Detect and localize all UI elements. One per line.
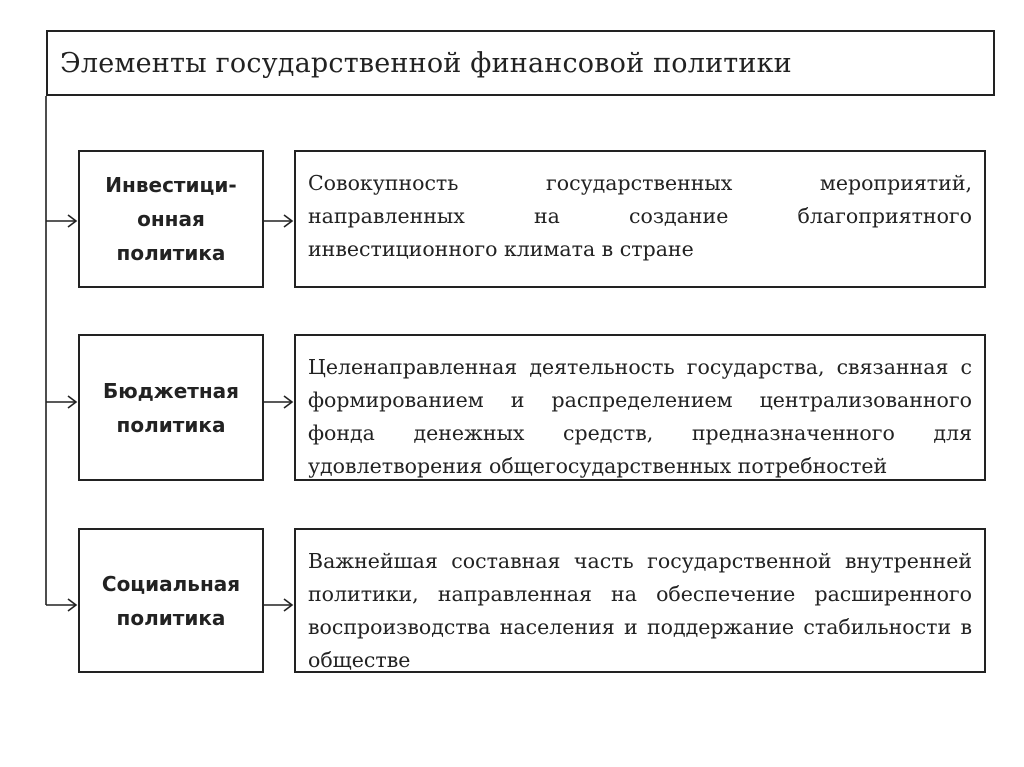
title-box — [46, 30, 995, 96]
description-budget: Целенаправленная деятельность государства, связанная с формированием и распределением централизованного фонда денежных средств, предназначенного для удовлетворения общегосударственных потребностей — [308, 355, 972, 478]
description-investment: Совокупность государственных мероприятий, направленных на создание благоприятного инвестиционного климата в стране — [308, 171, 972, 261]
description-box-budget — [294, 334, 986, 481]
arrow-head-3 — [68, 599, 76, 611]
arrow-head-2 — [68, 396, 76, 408]
label-box-investment — [78, 150, 264, 288]
label-social: Социальная политика — [101, 571, 241, 630]
label-box-budget — [78, 334, 264, 481]
arrow-head-1 — [68, 215, 76, 227]
link-arrow-head-2 — [284, 396, 292, 408]
label-box-social — [78, 528, 264, 673]
link-arrow-head-3 — [284, 599, 292, 611]
label-investment: Инвестици- онная политика — [105, 173, 237, 265]
description-box-investment — [294, 150, 986, 288]
description-box-social — [294, 528, 986, 673]
label-budget: Бюджетная политика — [102, 378, 240, 437]
link-arrow-head-1 — [284, 215, 292, 227]
diagram-title: Элементы государственной финансовой политики — [60, 47, 792, 79]
description-social: Важнейшая составная часть государственной внутренней политики, направленная на обеспечение расширенного воспроизводства населения и поддержание стабильности в обществе — [308, 549, 972, 672]
